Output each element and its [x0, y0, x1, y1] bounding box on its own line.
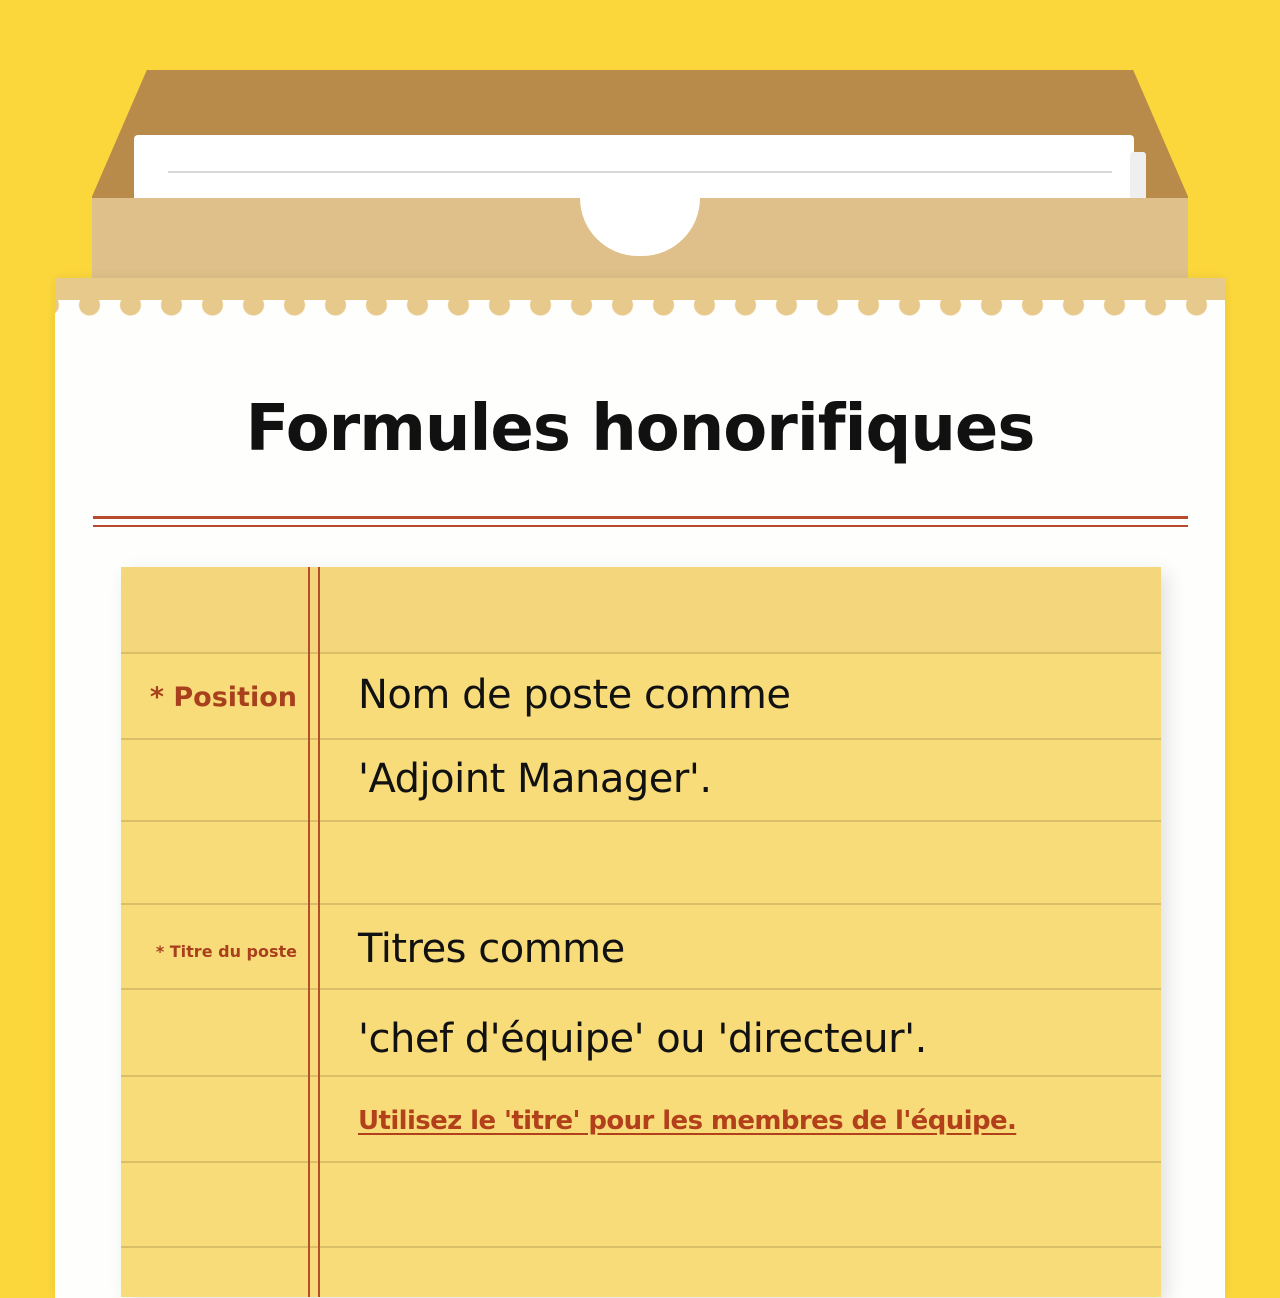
row-text-line: 'Adjoint Manager'.	[358, 756, 712, 802]
ruled-line	[121, 652, 1161, 654]
row-text-line: 'chef d'équipe' ou 'directeur'.	[358, 1016, 927, 1062]
ruled-line	[121, 820, 1161, 822]
margin-line	[308, 567, 310, 1297]
title-rule	[93, 516, 1188, 519]
paper-line	[168, 171, 1112, 173]
ruled-line	[121, 1161, 1161, 1163]
row-label-position: * Position	[149, 682, 297, 713]
page-title: Formules honorifiques	[245, 392, 1035, 466]
ruled-line	[121, 738, 1161, 740]
row-text-line: Nom de poste comme	[358, 672, 791, 718]
ruled-line	[121, 1075, 1161, 1077]
ruled-line	[121, 903, 1161, 905]
margin-line	[318, 567, 320, 1297]
ruled-line	[121, 1246, 1161, 1248]
spiral-binding-holes	[55, 290, 1225, 320]
row-text-line: Titres comme	[358, 926, 625, 972]
title-rule	[93, 525, 1188, 527]
ruled-line	[121, 988, 1161, 990]
legal-pad-header	[121, 567, 1161, 653]
row-label-title: * Titre du poste	[155, 942, 297, 961]
usage-note: Utilisez le 'titre' pour les membres de l'équipe.	[358, 1106, 1017, 1136]
